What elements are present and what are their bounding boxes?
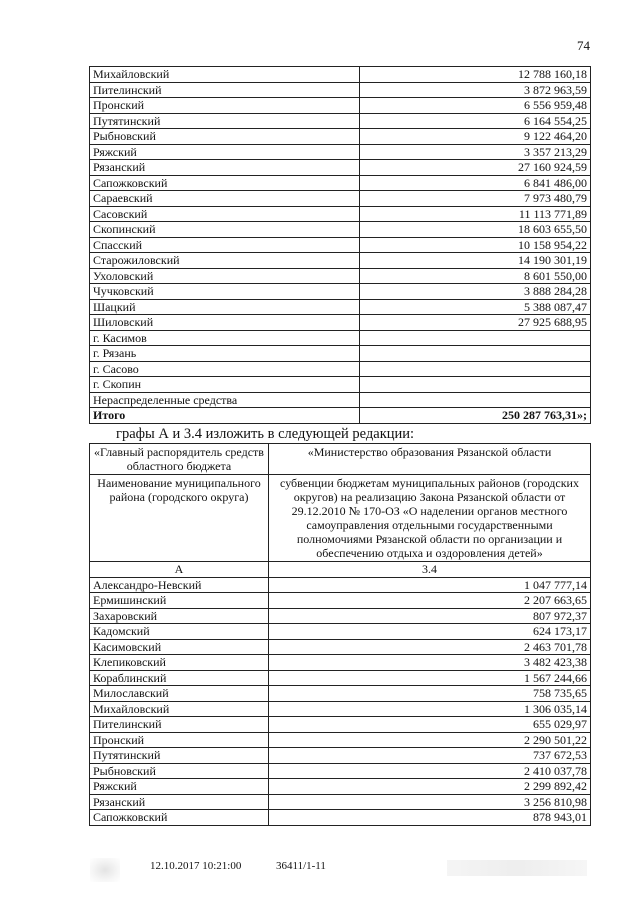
table-row <box>90 160 591 176</box>
table-row <box>90 191 591 207</box>
district-name: Сапожковский <box>90 810 269 826</box>
district-amount: 7 973 480,79 <box>360 191 591 207</box>
district-name: Спасский <box>90 237 360 253</box>
faded-signature-stamp <box>447 860 587 876</box>
district-amount <box>360 361 591 377</box>
district-amount: 1 306 035,14 <box>269 701 591 717</box>
district-amount: 10 158 954,22 <box>360 237 591 253</box>
district-amount: 3 872 963,59 <box>360 82 591 98</box>
table-row <box>90 284 591 300</box>
table-row <box>90 655 591 671</box>
table-row <box>90 113 591 129</box>
allocation-table-continued <box>89 66 591 424</box>
district-name: Шацкий <box>90 299 360 315</box>
district-amount: 6 841 486,00 <box>360 175 591 191</box>
district-amount: 2 299 892,42 <box>269 779 591 795</box>
district-name: Скопинский <box>90 222 360 238</box>
table-row <box>90 253 591 269</box>
district-name: Захаровский <box>90 608 269 624</box>
table-row <box>90 779 591 795</box>
district-name: Рыбновский <box>90 763 269 779</box>
district-amount <box>360 330 591 346</box>
district-name: Михайловский <box>90 67 360 83</box>
district-name: Ряжский <box>90 779 269 795</box>
table-row <box>90 794 591 810</box>
table-row <box>90 222 591 238</box>
table-row <box>90 67 591 83</box>
table-row <box>90 577 591 593</box>
district-name: Кораблинский <box>90 670 269 686</box>
district-name: Старожиловский <box>90 253 360 269</box>
total-amount: 250 287 763,31»; <box>360 408 591 424</box>
column-3-4-label: 3.4 <box>269 562 591 578</box>
district-name: Клепиковский <box>90 655 269 671</box>
district-name: г. Сасово <box>90 361 360 377</box>
district-amount: 1 567 244,66 <box>269 670 591 686</box>
district-amount: 624 173,17 <box>269 624 591 640</box>
district-name: Рязанский <box>90 160 360 176</box>
district-amount: 6 556 959,48 <box>360 98 591 114</box>
total-label: Итого <box>90 408 360 424</box>
district-amount: 11 113 771,89 <box>360 206 591 222</box>
table-row <box>90 670 591 686</box>
district-name: Рыбновский <box>90 129 360 145</box>
district-name: Кадомский <box>90 624 269 640</box>
table-row <box>90 701 591 717</box>
table-row <box>90 624 591 640</box>
table-row <box>90 686 591 702</box>
total-row <box>90 408 591 424</box>
table-row <box>90 593 591 609</box>
district-amount: 3 482 423,38 <box>269 655 591 671</box>
district-amount: 9 122 464,20 <box>360 129 591 145</box>
district-name: Ряжский <box>90 144 360 160</box>
district-amount: 878 943,01 <box>269 810 591 826</box>
district-amount: 18 603 655,50 <box>360 222 591 238</box>
header-subvention-description: субвенции бюджетам муниципальных районов (городских округов) на реализацию Закона Рязанской области от 29.12.2010 № 170-ОЗ «О наделении органов местного самоуправления отдельными государственными полномочиями Рязанской области по организации и обеспечению отдыха и оздоровления детей» <box>269 475 591 562</box>
header-district-name: Наименование муниципального района (городского округа) <box>90 475 269 562</box>
district-name: Нераспределенные средства <box>90 392 360 408</box>
table-row <box>90 361 591 377</box>
district-name: г. Касимов <box>90 330 360 346</box>
header-ministry: «Министерство образования Рязанской области <box>269 444 591 475</box>
subvention-table <box>89 443 591 826</box>
district-name: Пителинский <box>90 82 360 98</box>
district-name: Шиловский <box>90 315 360 331</box>
district-name: Пителинский <box>90 717 269 733</box>
table-row <box>90 346 591 362</box>
district-name: г. Рязань <box>90 346 360 362</box>
table-row <box>90 748 591 764</box>
table-row <box>90 763 591 779</box>
district-amount: 655 029,97 <box>269 717 591 733</box>
table-header-row-2 <box>90 475 591 562</box>
district-name: Путятинский <box>90 113 360 129</box>
district-name: г. Скопин <box>90 377 360 393</box>
table-row <box>90 377 591 393</box>
district-amount: 2 290 501,22 <box>269 732 591 748</box>
district-amount: 6 164 554,25 <box>360 113 591 129</box>
footer-datetime: 12.10.2017 10:21:00 <box>150 860 242 872</box>
district-amount: 8 601 550,00 <box>360 268 591 284</box>
table-row <box>90 392 591 408</box>
column-a-label: А <box>90 562 269 578</box>
table-row <box>90 98 591 114</box>
district-name: Сапожковский <box>90 175 360 191</box>
district-amount: 2 463 701,78 <box>269 639 591 655</box>
table-row <box>90 206 591 222</box>
column-index-row <box>90 562 591 578</box>
district-name: Александро-Невский <box>90 577 269 593</box>
table-row <box>90 315 591 331</box>
district-amount: 737 672,53 <box>269 748 591 764</box>
district-amount <box>360 377 591 393</box>
district-name: Чучковский <box>90 284 360 300</box>
table-row <box>90 330 591 346</box>
table-row <box>90 732 591 748</box>
district-name: Пронский <box>90 98 360 114</box>
district-amount: 1 047 777,14 <box>269 577 591 593</box>
district-amount: 27 160 924,59 <box>360 160 591 176</box>
faded-stamp <box>90 858 120 882</box>
district-name: Касимовский <box>90 639 269 655</box>
district-name: Путятинский <box>90 748 269 764</box>
district-amount: 5 388 087,47 <box>360 299 591 315</box>
table-row <box>90 129 591 145</box>
table-row <box>90 639 591 655</box>
amendment-instruction: графы А и 3.4 изложить в следующей редакции: <box>116 426 415 442</box>
page-number: 74 <box>577 38 590 53</box>
district-amount: 27 925 688,95 <box>360 315 591 331</box>
district-name: Сараевский <box>90 191 360 207</box>
table-row <box>90 268 591 284</box>
district-amount: 3 357 213,29 <box>360 144 591 160</box>
district-name: Михайловский <box>90 701 269 717</box>
district-name: Пронский <box>90 732 269 748</box>
district-amount: 12 788 160,18 <box>360 67 591 83</box>
district-amount: 758 735,65 <box>269 686 591 702</box>
header-budget-administrator: «Главный распорядитель средств областного бюджета <box>90 444 269 475</box>
district-amount: 14 190 301,19 <box>360 253 591 269</box>
table-row <box>90 82 591 98</box>
district-name: Милославский <box>90 686 269 702</box>
district-amount: 807 972,37 <box>269 608 591 624</box>
district-name: Ермишинский <box>90 593 269 609</box>
table-row <box>90 608 591 624</box>
district-amount: 3 888 284,28 <box>360 284 591 300</box>
district-amount: 2 410 037,78 <box>269 763 591 779</box>
table-row <box>90 717 591 733</box>
district-amount <box>360 392 591 408</box>
district-name: Ухоловский <box>90 268 360 284</box>
table-row <box>90 237 591 253</box>
district-amount: 2 207 663,65 <box>269 593 591 609</box>
table-row <box>90 144 591 160</box>
table-row <box>90 299 591 315</box>
district-name: Рязанский <box>90 794 269 810</box>
footer-doc-id: 36411/1-11 <box>276 860 326 872</box>
table-row <box>90 810 591 826</box>
district-name: Сасовский <box>90 206 360 222</box>
table-row <box>90 175 591 191</box>
district-amount: 3 256 810,98 <box>269 794 591 810</box>
district-amount <box>360 346 591 362</box>
table-header-row-1 <box>90 444 591 475</box>
